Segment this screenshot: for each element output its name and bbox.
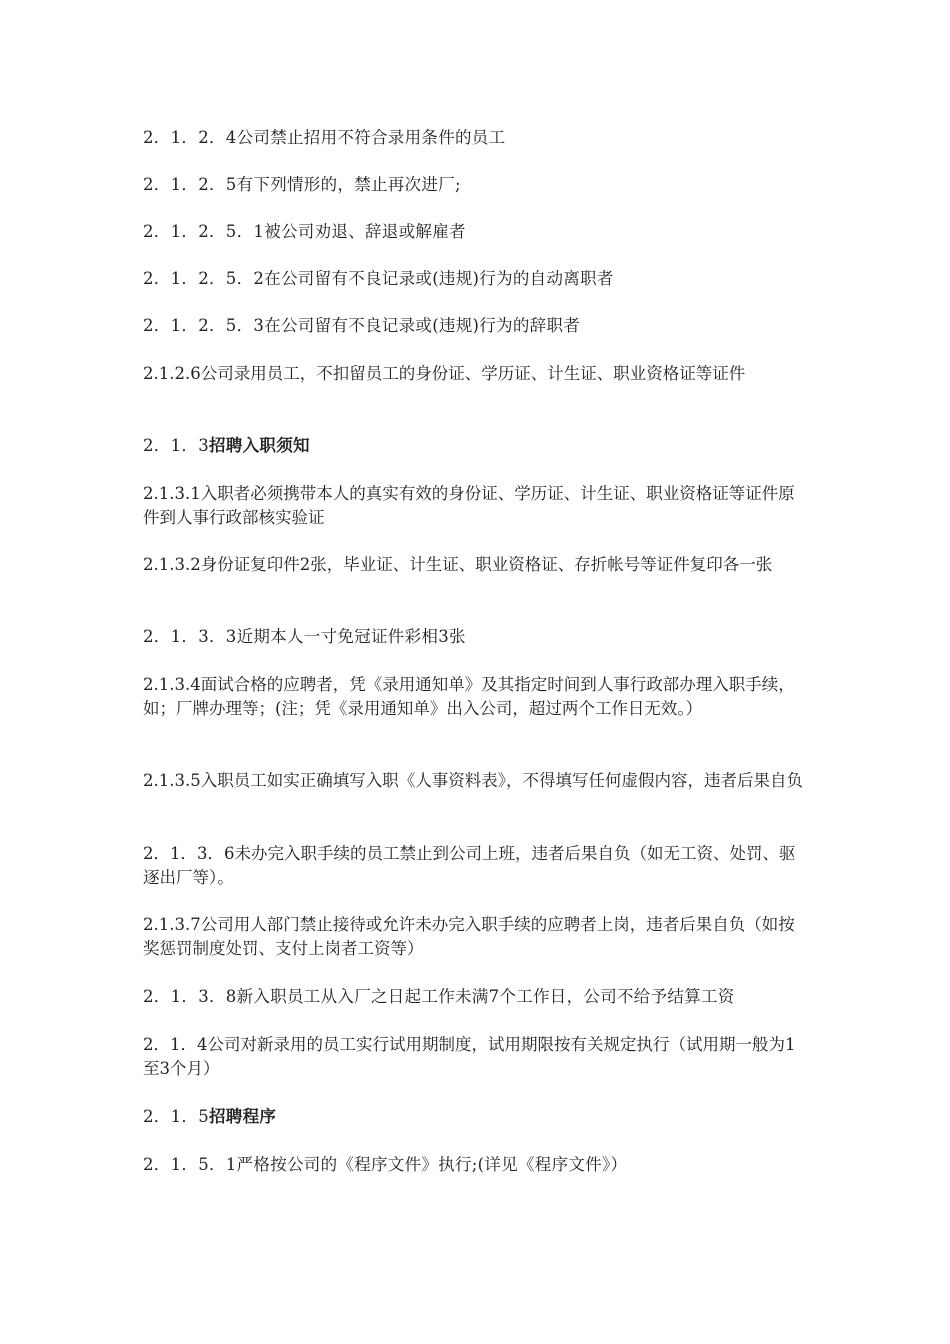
- section-heading-2-1-3: [143, 434, 811, 458]
- section-number: 2．1．5: [143, 1107, 209, 1126]
- paragraph-2-1-3-1: 2.1.3.1入职者必须携带本人的真实有效的身份证、学历证、计生证、职业资格证等证件原件到人事行政部核实验证: [143, 484, 795, 527]
- paragraph-2-1-2-5-3: 2．1．2．5．3在公司留有不良记录或(违规)行为的辞职者: [143, 316, 581, 335]
- paragraph-2-1-3-7: 2.1.3.7公司用人部门禁止接待或允许未办完入职手续的应聘者上岗，违者后果自负（如按奖惩罚制度处罚、支付上岗者工资等）: [143, 915, 795, 958]
- paragraph-2-1-3-8: 2．1．3．8新入职员工从入厂之日起工作未满7个工作日，公司不给予结算工资: [143, 987, 735, 1006]
- paragraph-2-1-2-5: 2．1．2．5有下列情形的，禁止再次进厂;: [143, 175, 461, 194]
- paragraph-2-1-5-1: 2．1．5．1严格按公司的《程序文件》执行;(详见《程序文件》）: [143, 1155, 628, 1174]
- paragraph-2-1-3-4: 2.1.3.4面试合格的应聘者，凭《录用通知单》及其指定时间到人事行政部办理入职手续，如；厂牌办理等；(注；凭《录用通知单》出入公司，超过两个工作日无效。）: [143, 675, 795, 718]
- paragraph-2-1-3-2: 2.1.3.2身份证复印件2张，毕业证、计生证、职业资格证、存折帐号等证件复印各一张: [143, 555, 773, 574]
- section-title: 招聘程序: [209, 1107, 277, 1126]
- paragraph-2-1-3-5: 2.1.3.5入职员工如实正确填写入职《人事资料表》，不得填写任何虚假内容，违者后果自负: [143, 771, 803, 790]
- section-number: 2．1．3: [143, 436, 209, 455]
- paragraph-2-1-4: 2．1．4公司对新录用的员工实行试用期制度，试用期限按有关规定执行（试用期一般为1至3个月）: [143, 1035, 796, 1078]
- section-heading-2-1-5: [143, 1105, 811, 1129]
- paragraph-2-1-2-4: 2．1．2．4公司禁止招用不符合录用条件的员工: [143, 128, 506, 147]
- section-title: 招聘入职须知: [209, 436, 310, 455]
- paragraph-2-1-3-3: 2．1．3．3近期本人一寸免冠证件彩相3张: [143, 627, 466, 646]
- paragraph-2-1-2-5-1: 2．1．2．5．1被公司劝退、辞退或解雇者: [143, 222, 466, 241]
- paragraph-2-1-2-5-2: 2．1．2．5．2在公司留有不良记录或(违规)行为的自动离职者: [143, 269, 614, 288]
- paragraph-2-1-3-6: 2．1．3．6未办完入职手续的员工禁止到公司上班，违者后果自负（如无工资、处罚、驱逐出厂等）。: [143, 844, 796, 887]
- paragraph-2-1-2-6: 2.1.2.6公司录用员工，不扣留员工的身份证、学历证、计生证、职业资格证等证件: [143, 364, 746, 383]
